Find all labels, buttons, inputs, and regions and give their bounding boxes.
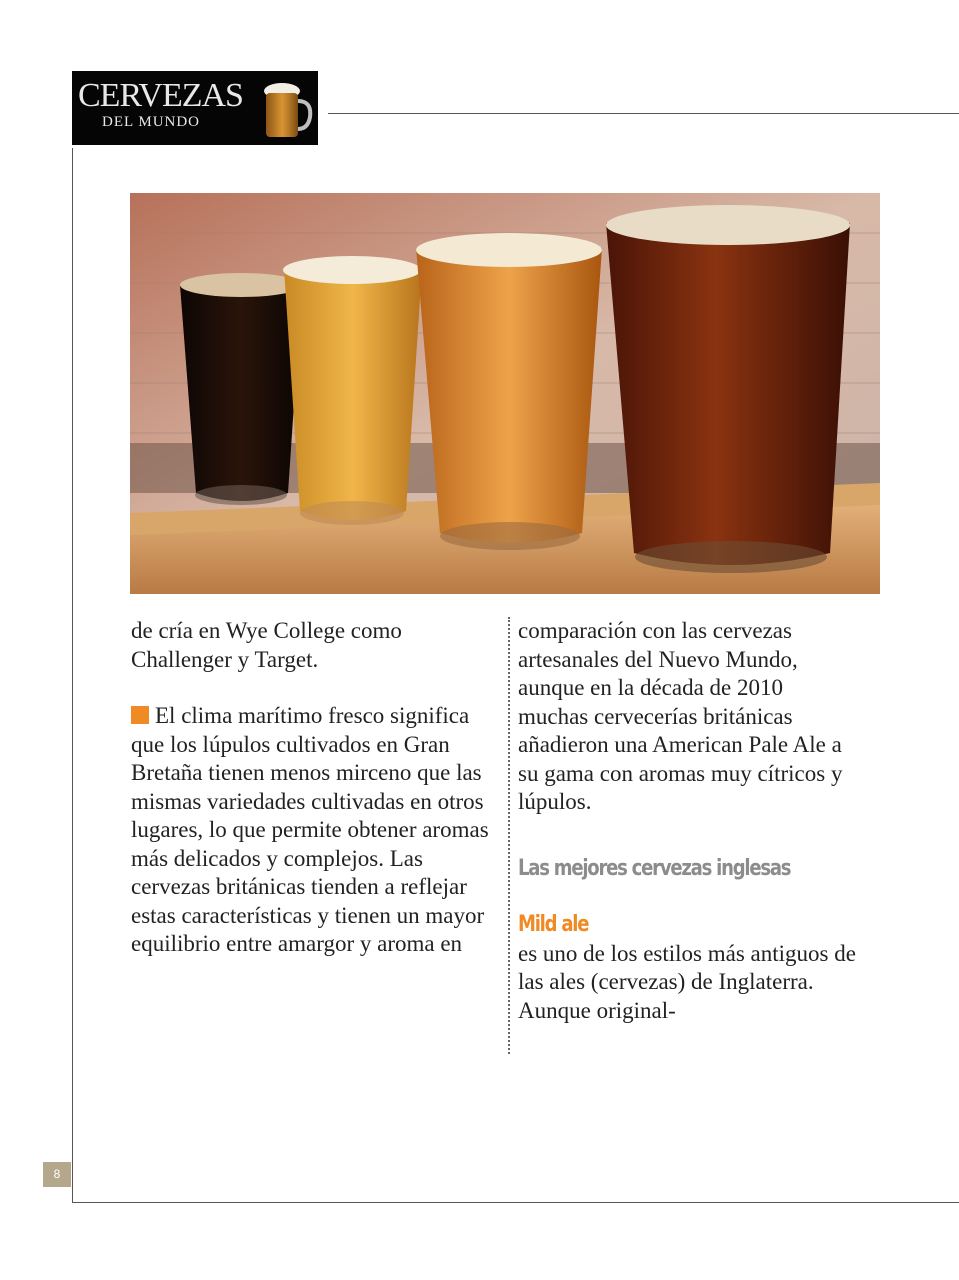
beer-mug-icon (258, 77, 314, 141)
logo-subtitle: DEL MUNDO (102, 114, 201, 130)
square-bullet-icon (131, 706, 149, 724)
paragraph-bulleted (131, 702, 504, 959)
left-margin-rule (72, 148, 73, 1202)
header-divider (328, 113, 959, 114)
paragraph: comparación con las cervezas artesanales del Nuevo Mundo, aunque en la década de 2010 muchas cervecerías británicas añadieron una American Pale Ale a su gama con aromas muy cítricos y lúpulos. (518, 618, 843, 814)
page-number: 8 (43, 1162, 71, 1187)
column-separator (508, 617, 510, 1054)
logo-title: CERVEZAS (78, 77, 243, 114)
paragraph: de cría en Wye College como Challenger y Target. (131, 618, 402, 672)
paragraph: es uno de los estilos más antiguos de las ales (cervezas) de Inglaterra. Aunque original- (518, 940, 856, 1023)
text-column-left (131, 617, 504, 959)
paragraph-text: El clima marítimo fresco significa que los lúpulos cultivados en Gran Bretaña tienen menos mirceno que las mismas variedades cultivadas en otros lugares, lo que permite obtener aromas más delicados y complejos. Las cervezas británicas tienden a reflejar estas características y tienen un mayor equilibrio entre amargor y aroma en (131, 703, 489, 956)
subheading: Mild ale (518, 912, 589, 937)
text-column-right (518, 617, 858, 1025)
bottom-divider (72, 1202, 959, 1203)
magazine-logo (72, 71, 318, 145)
section-heading: Las mejores cervezas inglesas (518, 855, 791, 881)
beer-flight-photo (130, 193, 880, 594)
